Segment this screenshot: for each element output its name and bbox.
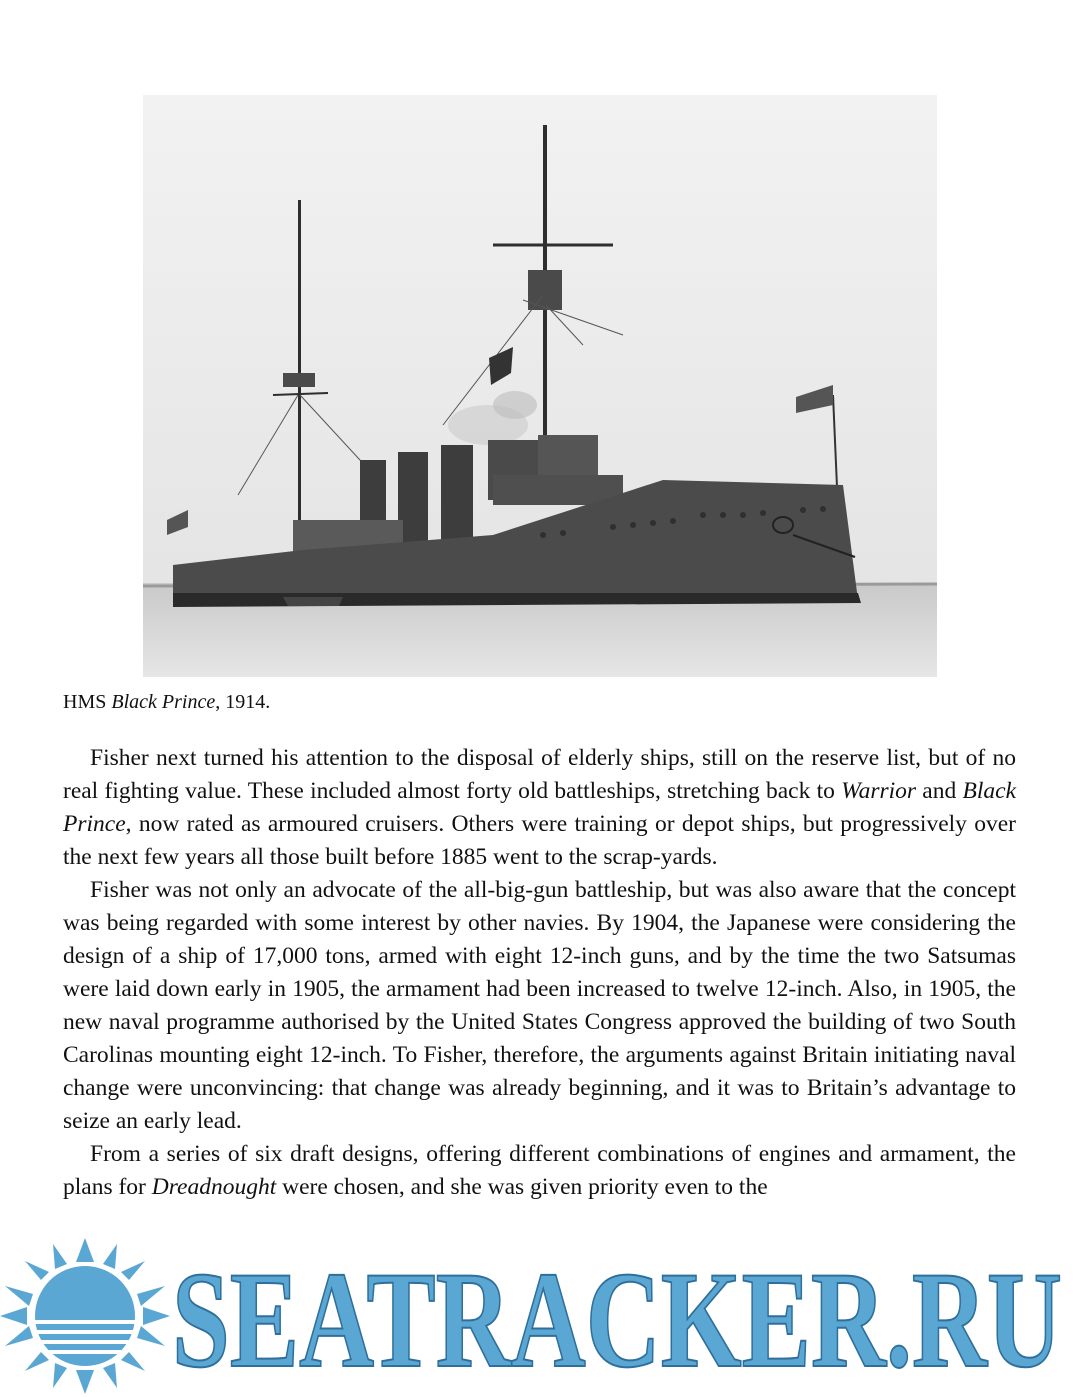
ship-name-black-prince: Black Prince (63, 778, 1016, 837)
paragraph-2: Fisher was not only an advocate of the all-big-gun battleship, but was also aware that the concept was being regarded with some interest by other navies. By 1904, the Japanese were considering the design of a ship of 17,000 tons, armed with eight 12-inch guns, and by the time the two Satsumas were laid down early in 1905, the armament had been increased to twelve 12-inch. Also, in 1905, the new naval programme authorised by the United States Congress approved the building of two South Carolinas mounting eight 12-inch. To Fisher, therefore, the arguments against Britain initiating naval change were unconvincing: that change was already beginning, and it was to Britain’s advantage to seize an early lead. (63, 877, 1016, 1134)
ship-name-warrior: Warrior (841, 778, 917, 804)
caption-prefix: HMS (63, 691, 112, 713)
watermark (0, 1238, 1080, 1397)
ship-name-dreadnought: Dreadnought (151, 1174, 277, 1200)
paragraph-3 (63, 1138, 1016, 1204)
paragraph-1 (63, 742, 1016, 874)
ship-photo (143, 95, 937, 677)
paragraph-1-text: and (916, 778, 963, 804)
body-text (63, 742, 1016, 1204)
watermark-text: SEATRACKER.RU (172, 1243, 1062, 1396)
figure-caption (63, 688, 270, 716)
paragraph-1-text: , now rated as armoured cruisers. Others were training or depot ships, but progressively over the next few years all those built before 1885 went to the scrap-yards. (63, 811, 1016, 870)
paragraph-1-text: Fisher next turned his attention to the disposal of elderly ships, still on the reserve list, but of no real fighting value. These included almost forty old battleships, stretching back to (63, 745, 1016, 804)
caption-ship-name: Black Prince (111, 691, 216, 713)
paragraph-3-text: were chosen, and she was given priority even to the (276, 1174, 768, 1200)
caption-suffix: , 1914. (215, 691, 271, 713)
paragraph-3-text: From a series of six draft designs, offering different combinations of engines and armament, the plans for (63, 1141, 1016, 1200)
sun-icon (0, 1238, 170, 1394)
